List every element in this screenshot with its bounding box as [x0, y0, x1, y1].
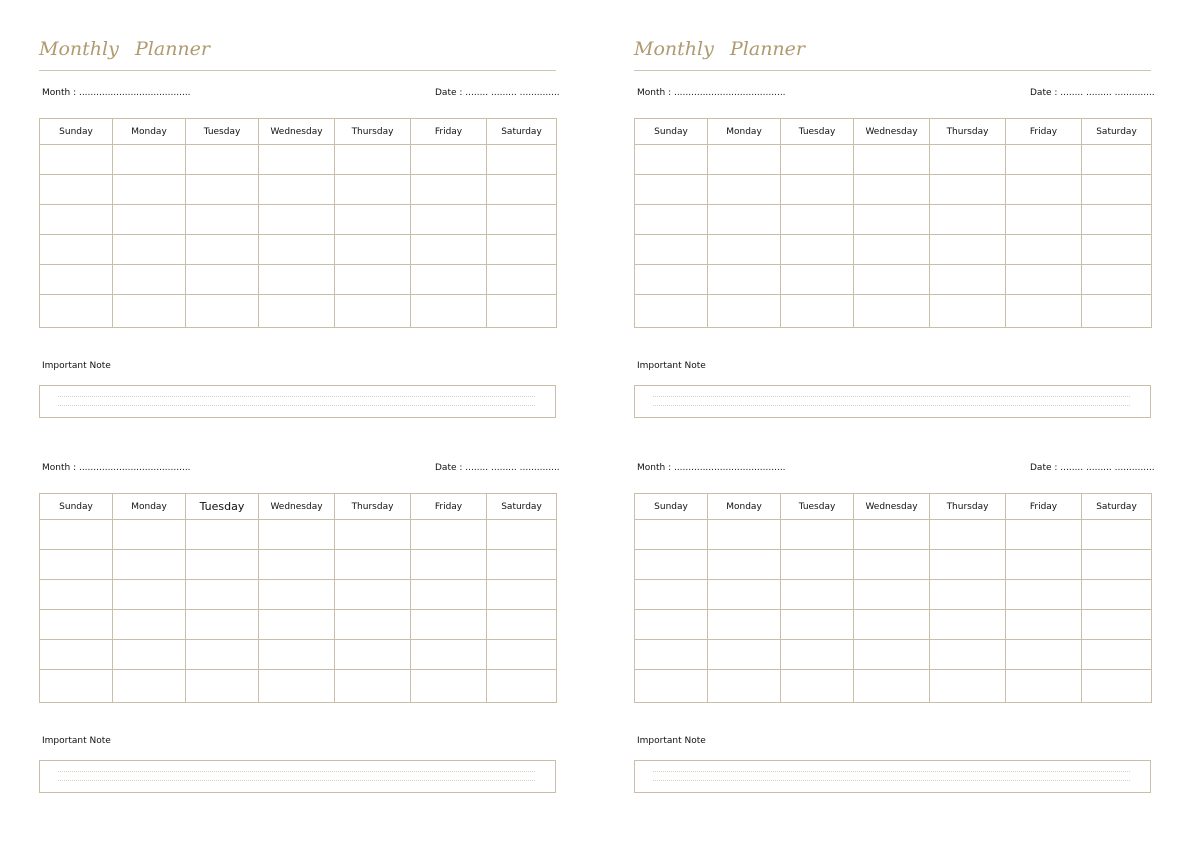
day-cell[interactable] — [854, 235, 930, 265]
day-cell[interactable] — [259, 205, 335, 235]
day-cell[interactable] — [411, 640, 487, 670]
day-cell[interactable] — [781, 640, 854, 670]
day-cell[interactable] — [1006, 295, 1082, 328]
day-cell[interactable] — [40, 610, 113, 640]
day-cell[interactable] — [1006, 520, 1082, 550]
calendar-grid — [39, 493, 557, 703]
day-cell[interactable] — [186, 235, 259, 265]
day-cell[interactable] — [335, 235, 411, 265]
day-cell[interactable] — [259, 265, 335, 295]
day-cell[interactable] — [854, 610, 930, 640]
day-header: Monday — [708, 494, 781, 520]
day-cell[interactable] — [854, 670, 930, 703]
day-cell[interactable] — [259, 295, 335, 328]
title-divider — [634, 70, 1151, 71]
day-cell[interactable] — [930, 235, 1006, 265]
day-cell[interactable] — [708, 175, 781, 205]
calendar-block — [634, 88, 1155, 371]
week-row — [40, 295, 557, 328]
day-cell[interactable] — [1006, 580, 1082, 610]
day-cell[interactable] — [635, 175, 708, 205]
day-cell[interactable] — [781, 580, 854, 610]
day-cell[interactable] — [40, 235, 113, 265]
week-row — [635, 235, 1152, 265]
day-cell[interactable] — [411, 295, 487, 328]
week-row — [635, 205, 1152, 235]
day-header: Thursday — [335, 494, 411, 520]
day-cell[interactable] — [930, 520, 1006, 550]
note-line — [58, 771, 535, 772]
day-cell[interactable] — [1082, 610, 1152, 640]
calendar-block — [634, 463, 1155, 746]
day-cell[interactable] — [1082, 520, 1152, 550]
note-line — [653, 780, 1130, 781]
date-field[interactable]: Date : ........ ......... .............. — [1030, 88, 1155, 98]
day-cell[interactable] — [113, 640, 186, 670]
week-row — [635, 145, 1152, 175]
day-header: Tuesday — [186, 494, 259, 520]
day-cell[interactable] — [40, 580, 113, 610]
day-cell[interactable] — [854, 295, 930, 328]
calendar-grid — [39, 118, 557, 328]
week-row — [40, 520, 557, 550]
day-header: Monday — [708, 119, 781, 145]
day-cell[interactable] — [930, 175, 1006, 205]
day-cell[interactable] — [781, 610, 854, 640]
day-cell[interactable] — [930, 295, 1006, 328]
important-note-box[interactable] — [634, 385, 1151, 418]
day-cell[interactable] — [259, 610, 335, 640]
month-field[interactable]: Month : ....................................... — [637, 88, 786, 98]
day-cell[interactable] — [930, 205, 1006, 235]
day-header: Sunday — [40, 119, 113, 145]
day-cell[interactable] — [411, 175, 487, 205]
day-cell[interactable] — [1006, 175, 1082, 205]
day-cell[interactable] — [40, 205, 113, 235]
day-cell[interactable] — [708, 235, 781, 265]
day-cell[interactable] — [854, 550, 930, 580]
day-cell[interactable] — [1082, 205, 1152, 235]
day-cell[interactable] — [930, 550, 1006, 580]
day-cell[interactable] — [186, 145, 259, 175]
day-cell[interactable] — [1006, 145, 1082, 175]
day-cell[interactable] — [708, 550, 781, 580]
title-divider — [39, 70, 556, 71]
day-cell[interactable] — [930, 145, 1006, 175]
title-word-planner: Planner — [135, 38, 210, 60]
day-cell[interactable] — [411, 520, 487, 550]
important-note-label: Important Note — [637, 736, 706, 746]
day-header: Friday — [1006, 494, 1082, 520]
day-header: Friday — [411, 494, 487, 520]
day-cell[interactable] — [113, 295, 186, 328]
day-cell[interactable] — [487, 670, 557, 703]
day-header: Friday — [1006, 119, 1082, 145]
day-cell[interactable] — [40, 670, 113, 703]
day-cell[interactable] — [411, 580, 487, 610]
week-row — [635, 550, 1152, 580]
day-cell[interactable] — [1082, 145, 1152, 175]
important-note-label: Important Note — [42, 736, 111, 746]
right-page — [634, 0, 1191, 842]
day-cell[interactable] — [113, 205, 186, 235]
day-cell[interactable] — [487, 520, 557, 550]
day-cell[interactable] — [708, 205, 781, 235]
day-cell[interactable] — [411, 265, 487, 295]
day-cell[interactable] — [186, 295, 259, 328]
day-cell[interactable] — [411, 145, 487, 175]
date-field[interactable]: Date : ........ ......... .............. — [435, 463, 560, 473]
week-row — [40, 235, 557, 265]
week-row — [635, 265, 1152, 295]
day-cell[interactable] — [1006, 550, 1082, 580]
week-row — [40, 145, 557, 175]
important-note-box[interactable] — [39, 760, 556, 793]
day-cell[interactable] — [411, 205, 487, 235]
day-cell[interactable] — [259, 580, 335, 610]
day-cell[interactable] — [1006, 670, 1082, 703]
day-cell[interactable] — [708, 640, 781, 670]
day-cell[interactable] — [113, 550, 186, 580]
day-cell[interactable] — [1082, 640, 1152, 670]
day-cell[interactable] — [635, 295, 708, 328]
day-cell[interactable] — [854, 580, 930, 610]
date-field[interactable]: Date : ........ ......... .............. — [435, 88, 560, 98]
day-header: Wednesday — [854, 119, 930, 145]
day-cell[interactable] — [1082, 295, 1152, 328]
day-cell[interactable] — [487, 295, 557, 328]
day-cell[interactable] — [259, 550, 335, 580]
day-cell[interactable] — [781, 265, 854, 295]
important-note-label: Important Note — [637, 361, 706, 371]
day-header: Wednesday — [259, 494, 335, 520]
day-cell[interactable] — [1082, 670, 1152, 703]
day-cell[interactable] — [854, 520, 930, 550]
day-cell[interactable] — [113, 610, 186, 640]
day-cell[interactable] — [708, 580, 781, 610]
day-cell[interactable] — [1006, 265, 1082, 295]
calendar-grid — [634, 118, 1152, 328]
day-cell[interactable] — [1082, 235, 1152, 265]
day-header: Sunday — [40, 494, 113, 520]
day-header: Wednesday — [854, 494, 930, 520]
day-cell[interactable] — [40, 265, 113, 295]
day-cell[interactable] — [487, 640, 557, 670]
week-row — [635, 175, 1152, 205]
title-word-monthly: Monthly — [634, 38, 714, 60]
day-cell[interactable] — [635, 610, 708, 640]
day-header: Sunday — [635, 494, 708, 520]
date-field[interactable]: Date : ........ ......... .............. — [1030, 463, 1155, 473]
day-cell[interactable] — [259, 520, 335, 550]
day-cell[interactable] — [40, 640, 113, 670]
day-cell[interactable] — [781, 235, 854, 265]
day-cell[interactable] — [113, 580, 186, 610]
day-cell[interactable] — [335, 550, 411, 580]
day-cell[interactable] — [335, 520, 411, 550]
title-word-planner: Planner — [730, 38, 805, 60]
day-cell[interactable] — [708, 145, 781, 175]
day-header: Tuesday — [781, 494, 854, 520]
week-row — [635, 295, 1152, 328]
day-cell[interactable] — [335, 295, 411, 328]
day-cell[interactable] — [930, 640, 1006, 670]
important-note-box[interactable] — [39, 385, 556, 418]
day-cell[interactable] — [186, 520, 259, 550]
day-header: Tuesday — [781, 119, 854, 145]
day-cell[interactable] — [259, 175, 335, 205]
day-cell[interactable] — [411, 550, 487, 580]
day-cell[interactable] — [854, 205, 930, 235]
week-row — [40, 640, 557, 670]
day-cell[interactable] — [40, 145, 113, 175]
day-header: Sunday — [635, 119, 708, 145]
day-cell[interactable] — [113, 235, 186, 265]
day-cell[interactable] — [781, 145, 854, 175]
week-row — [635, 580, 1152, 610]
day-cell[interactable] — [930, 580, 1006, 610]
day-cell[interactable] — [1082, 550, 1152, 580]
day-cell[interactable] — [781, 550, 854, 580]
day-cell[interactable] — [1006, 640, 1082, 670]
day-cell[interactable] — [335, 145, 411, 175]
day-cell[interactable] — [854, 640, 930, 670]
day-cell[interactable] — [781, 175, 854, 205]
day-cell[interactable] — [930, 265, 1006, 295]
week-row — [40, 175, 557, 205]
important-note-box[interactable] — [634, 760, 1151, 793]
day-header: Friday — [411, 119, 487, 145]
day-cell[interactable] — [708, 610, 781, 640]
day-cell[interactable] — [40, 520, 113, 550]
week-row — [635, 520, 1152, 550]
day-cell[interactable] — [186, 550, 259, 580]
day-header: Thursday — [335, 119, 411, 145]
day-cell[interactable] — [708, 265, 781, 295]
day-cell[interactable] — [635, 235, 708, 265]
week-row — [40, 670, 557, 703]
day-cell[interactable] — [335, 205, 411, 235]
day-cell[interactable] — [635, 145, 708, 175]
day-cell[interactable] — [635, 520, 708, 550]
day-cell[interactable] — [1082, 580, 1152, 610]
day-cell[interactable] — [487, 580, 557, 610]
week-row — [40, 550, 557, 580]
day-cell[interactable] — [708, 520, 781, 550]
day-cell[interactable] — [113, 670, 186, 703]
day-cell[interactable] — [335, 640, 411, 670]
day-cell[interactable] — [487, 235, 557, 265]
day-header: Tuesday — [186, 119, 259, 145]
day-cell[interactable] — [40, 295, 113, 328]
month-field[interactable]: Month : ....................................... — [637, 463, 786, 473]
week-row — [635, 640, 1152, 670]
day-cell[interactable] — [1006, 610, 1082, 640]
note-line — [58, 396, 535, 397]
week-row — [40, 205, 557, 235]
day-cell[interactable] — [708, 670, 781, 703]
day-cell[interactable] — [854, 145, 930, 175]
day-cell[interactable] — [635, 205, 708, 235]
day-cell[interactable] — [930, 610, 1006, 640]
week-row — [635, 610, 1152, 640]
important-note-label: Important Note — [42, 361, 111, 371]
day-cell[interactable] — [1006, 235, 1082, 265]
day-cell[interactable] — [411, 610, 487, 640]
day-cell[interactable] — [487, 550, 557, 580]
day-cell[interactable] — [781, 295, 854, 328]
day-header: Monday — [113, 119, 186, 145]
day-cell[interactable] — [259, 670, 335, 703]
month-field[interactable]: Month : ....................................... — [42, 88, 191, 98]
calendar-block — [39, 88, 560, 371]
day-cell[interactable] — [113, 265, 186, 295]
day-cell[interactable] — [411, 670, 487, 703]
week-row — [40, 265, 557, 295]
day-header: Wednesday — [259, 119, 335, 145]
day-cell[interactable] — [259, 145, 335, 175]
day-header: Monday — [113, 494, 186, 520]
day-cell[interactable] — [335, 265, 411, 295]
day-cell[interactable] — [487, 610, 557, 640]
day-cell[interactable] — [40, 550, 113, 580]
day-cell[interactable] — [487, 145, 557, 175]
week-row — [635, 670, 1152, 703]
day-header: Saturday — [487, 494, 557, 520]
day-cell[interactable] — [781, 520, 854, 550]
day-cell[interactable] — [781, 670, 854, 703]
calendar-block — [39, 463, 560, 746]
day-cell[interactable] — [1006, 205, 1082, 235]
day-cell[interactable] — [487, 265, 557, 295]
day-cell[interactable] — [635, 580, 708, 610]
day-cell[interactable] — [186, 580, 259, 610]
day-cell[interactable] — [335, 670, 411, 703]
day-cell[interactable] — [854, 175, 930, 205]
day-cell[interactable] — [186, 670, 259, 703]
day-cell[interactable] — [335, 175, 411, 205]
day-cell[interactable] — [113, 145, 186, 175]
day-cell[interactable] — [635, 550, 708, 580]
calendar-grid — [634, 493, 1152, 703]
day-cell[interactable] — [708, 295, 781, 328]
day-cell[interactable] — [186, 265, 259, 295]
note-line — [653, 396, 1130, 397]
month-field[interactable]: Month : ....................................... — [42, 463, 191, 473]
note-line — [58, 780, 535, 781]
day-cell[interactable] — [186, 175, 259, 205]
day-cell[interactable] — [411, 235, 487, 265]
day-cell[interactable] — [113, 175, 186, 205]
day-cell[interactable] — [259, 235, 335, 265]
day-header: Thursday — [930, 494, 1006, 520]
week-row — [40, 580, 557, 610]
title-word-monthly: Monthly — [39, 38, 119, 60]
note-line — [58, 405, 535, 406]
day-cell[interactable] — [854, 265, 930, 295]
day-cell[interactable] — [335, 580, 411, 610]
day-cell[interactable] — [259, 640, 335, 670]
day-cell[interactable] — [186, 640, 259, 670]
day-cell[interactable] — [186, 205, 259, 235]
day-header: Thursday — [930, 119, 1006, 145]
day-cell[interactable] — [930, 670, 1006, 703]
day-cell[interactable] — [186, 610, 259, 640]
day-cell[interactable] — [487, 205, 557, 235]
day-header: Saturday — [1082, 119, 1152, 145]
day-cell[interactable] — [487, 175, 557, 205]
day-cell[interactable] — [40, 175, 113, 205]
note-line — [653, 405, 1130, 406]
day-header: Saturday — [1082, 494, 1152, 520]
day-cell[interactable] — [113, 520, 186, 550]
day-cell[interactable] — [635, 670, 708, 703]
day-cell[interactable] — [781, 205, 854, 235]
day-cell[interactable] — [1082, 265, 1152, 295]
day-cell[interactable] — [635, 265, 708, 295]
day-header: Saturday — [487, 119, 557, 145]
week-row — [40, 610, 557, 640]
day-cell[interactable] — [1082, 175, 1152, 205]
day-cell[interactable] — [635, 640, 708, 670]
note-line — [653, 771, 1130, 772]
left-page — [39, 0, 599, 842]
day-cell[interactable] — [335, 610, 411, 640]
